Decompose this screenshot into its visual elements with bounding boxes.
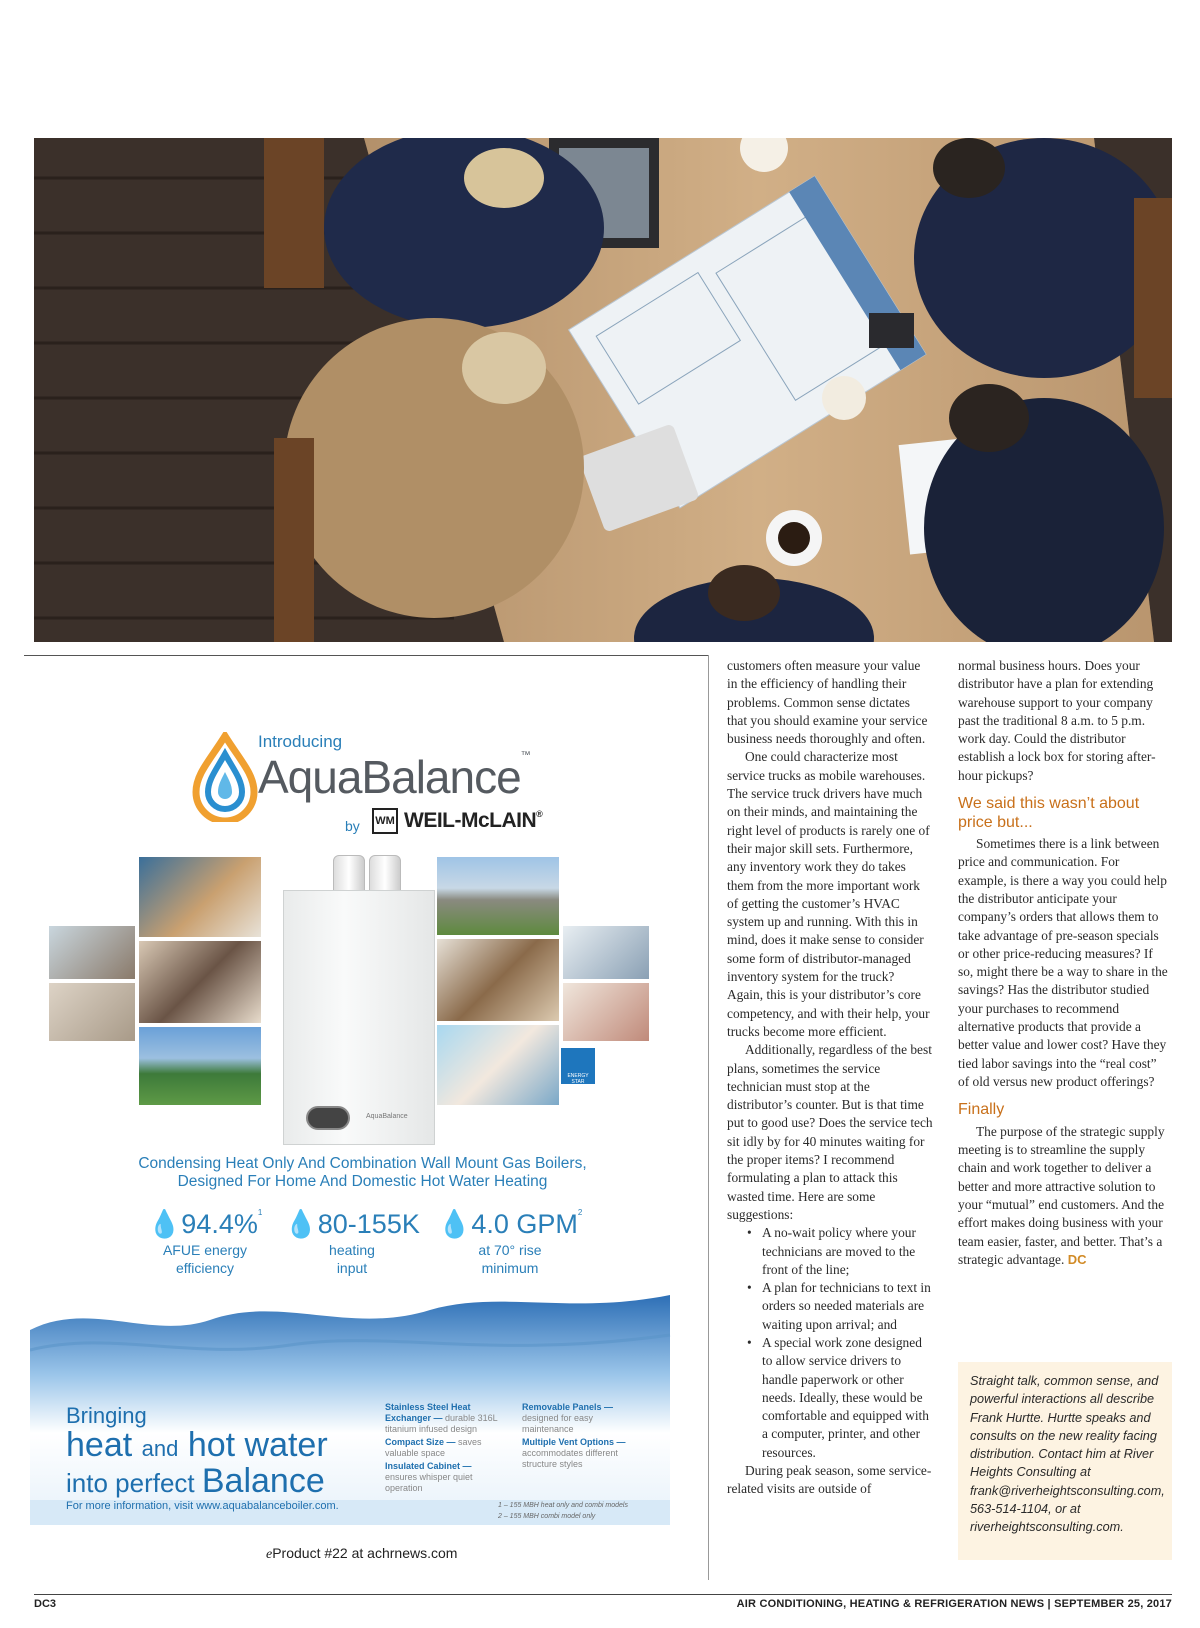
feature-removable-panels — [522, 1402, 642, 1435]
ad-more-info: For more information, visit www.aquabalanceboiler.com. — [66, 1500, 339, 1512]
ad-headline-line-1: Bringing — [66, 1403, 147, 1428]
boiler-control-knob — [306, 1106, 350, 1130]
feature-description: durable 316L titanium infused design — [385, 1413, 498, 1434]
ad-border-top — [24, 655, 709, 656]
article-paragraph: Additionally, regardless of the best plans, sometimes the service technician must stop at the distributor’s counter. But is that time put to good use? Does the service tech sit idly by for 40 minutes waiting for the proper items? I recommend formulating a plan to attack this wasted time. Here are some suggestions: — [727, 1042, 933, 1222]
section-heading-finally: Finally — [958, 1101, 1005, 1119]
stat-heating-input-caption-2: input — [336, 1260, 368, 1276]
stat-heating-input — [262, 1208, 442, 1276]
ad-introducing-text: Introducing — [258, 732, 343, 751]
ad-headline-balance: Balance — [201, 1462, 325, 1500]
footer-rule — [34, 1594, 1172, 1595]
article-paragraph: customers often measure your value in the efficiency of handling their problems. Common sense dictates that you should examine your service business needs thoroughly and often. — [727, 658, 928, 747]
stat-flow-rate-caption-2: minimum — [481, 1260, 539, 1276]
author-bio-box — [958, 1362, 1172, 1560]
article-column-1 — [727, 657, 933, 1499]
eproduct-text: Product #22 at achrnews.com — [272, 1545, 458, 1561]
stat-drop-icon: 💧 — [437, 1209, 472, 1239]
stat-drop-icon: 💧 — [147, 1209, 182, 1239]
feature-title: Removable Panels — — [522, 1402, 614, 1412]
article-paragraph: One could characterize most service trucks as mobile warehouses. The service truck drivers have much on their minds, and maintaining the right level of products is rarely one of their major skill sets. Furthermore, any inventory work they do takes them from the more important work of getting the customer’s HVAC system up and running. With this in mind, does it make sense to consider some form of distributor-managed inventory system for the truck? Again, this is your distributor’s core competency, and with their help, your trucks become more efficient. — [727, 749, 930, 1039]
hero-photo-illustration — [34, 138, 1172, 642]
feature-compact-size — [385, 1437, 515, 1459]
ad-headline — [66, 1404, 328, 1498]
boiler-badge: AquaBalance — [366, 1113, 408, 1120]
feature-title: Compact Size — — [385, 1437, 456, 1447]
stat-heating-input-number: 80-155K — [317, 1209, 420, 1239]
suggestion-list — [727, 1224, 933, 1462]
ad-manufacturer-text: WEIL-McLAIN — [404, 809, 537, 832]
author-bio-text: Straight talk, common sense, and powerful interactions all describe Frank Hurtte. Hurtte speaks and consults on the new reality facing distribution. Contact him at River Heights Consulting at frank@riverheightsconsulting.com, 563-514-1104, or at riverheightsconsulting.com. — [970, 1374, 1165, 1535]
collage-photo-moving-in — [436, 938, 560, 1022]
collage-photo-living-room — [48, 982, 136, 1042]
ad-headline-hot-water: hot water — [187, 1426, 328, 1464]
boiler-product-image — [283, 890, 435, 1145]
ad-tagline — [80, 1155, 645, 1191]
stat-heating-input-value — [262, 1208, 442, 1240]
list-item: • A no-wait policy where your technicians are moved to the front of the line; — [727, 1224, 933, 1279]
collage-photo-kids-reading — [562, 982, 650, 1042]
ad-headline-line-3 — [66, 1462, 328, 1500]
aquabalance-advertisement — [30, 660, 700, 1560]
ad-manufacturer-registered: ® — [536, 809, 543, 819]
list-item: • A plan for technicians to text in orders so needed materials are waiting upon arrival; and — [727, 1279, 933, 1334]
section-heading-price: We said this wasn’t about price but... — [958, 795, 1140, 831]
ad-footnotes — [498, 1500, 628, 1522]
feature-description: accommodates different structure styles — [522, 1448, 618, 1469]
eproduct-e: e — [266, 1547, 273, 1562]
feature-description: designed for easy maintenance — [522, 1413, 594, 1434]
stat-flow-rate-value — [430, 1208, 590, 1240]
ad-manufacturer-name — [404, 809, 542, 833]
ad-footnote-1: 1 – 155 MBH heat only and combi models — [498, 1502, 628, 1509]
stat-efficiency-number: 94.4% — [181, 1209, 258, 1239]
ad-brand-name-text: AquaBalance — [258, 751, 521, 803]
feature-title: Stainless Steel Heat Exchanger — — [385, 1402, 471, 1423]
feature-insulated-cabinet — [385, 1461, 505, 1494]
feature-description: ensures whisper quiet operation — [385, 1472, 473, 1493]
collage-photo-shower — [562, 925, 650, 980]
ad-footnote-2: 2 – 155 MBH combi model only — [498, 1513, 596, 1520]
stat-flow-rate-number: 4.0 GPM — [471, 1209, 578, 1239]
feature-vent-options — [522, 1437, 642, 1470]
collage-photo-hallway — [138, 856, 262, 938]
aquabalance-drop-logo-icon — [190, 732, 260, 822]
collage-photo-family-kitchen — [48, 925, 136, 980]
collage-photo-baby-bath — [436, 1024, 560, 1106]
stat-flow-rate-caption-1: at 70° rise — [478, 1242, 542, 1258]
boiler-vent-pipe — [333, 855, 365, 893]
page-folio: DC3 — [34, 1598, 57, 1610]
ad-by-text: by — [345, 818, 360, 834]
article-column-2 — [958, 657, 1168, 1269]
stat-efficiency-footnote: 1 — [257, 1208, 263, 1217]
ad-headline-heat: heat — [66, 1426, 133, 1464]
running-footer: AIR CONDITIONING, HEATING & REFRIGERATION NEWS | SEPTEMBER 25, 2017 — [736, 1598, 1172, 1610]
article-paragraph — [958, 1123, 1168, 1269]
ad-headline-line-2 — [66, 1428, 328, 1466]
energy-star-logo-icon: ENERGY STAR — [561, 1048, 595, 1084]
article-closing-text: The purpose of the strategic supply meeting is to streamline the supply chain and work together to deliver a better and more attractive solution to your “mutual” end customers. And the effort makes doing business with your team easier, faster, and better. That’s a strategic advantage. — [958, 1123, 1165, 1267]
eproduct-reference[interactable] — [266, 1545, 457, 1563]
article-paragraph: Sometimes there is a link between price and communication. For example, is there a way you could help the distributor anticipate your company’s orders that allows them to take advantage of pre-season specials or other price-reducing measures? If so, might there be a way to share in the savings? Has the distributor studied your purchases to recommend alternative products that provide a better value and lower cost? Have they tied labor savings into the “real cost” of old versus new product offerings? — [958, 836, 1168, 1089]
ad-brand-trademark: ™ — [520, 750, 530, 761]
list-item: • A special work zone designed to allow service drivers to handle paperwork or other needs. Ideally, these would be comfortable and equipped with a computer, printer, and other resources. — [727, 1334, 933, 1462]
weil-mclain-logo-icon: WM — [372, 808, 398, 834]
feature-description: saves valuable space — [385, 1437, 482, 1458]
stat-flow-rate-footnote: 2 — [577, 1208, 583, 1217]
collage-photo-family — [138, 940, 262, 1024]
hero-photo-meeting — [34, 138, 1172, 642]
collage-photo-house — [138, 1026, 262, 1106]
end-mark-icon: DC — [1067, 1251, 1087, 1267]
stat-efficiency — [125, 1208, 285, 1276]
ad-tagline-line-2: Designed For Home And Domestic Hot Water Heating — [177, 1173, 548, 1190]
ad-border-right — [708, 655, 709, 1580]
feature-heat-exchanger — [385, 1402, 515, 1435]
stat-flow-rate — [430, 1208, 590, 1276]
stat-heating-input-caption-1: heating — [329, 1242, 375, 1258]
feature-title: Multiple Vent Options — — [522, 1437, 626, 1447]
collage-photo-home-exterior — [436, 856, 560, 936]
article-paragraph: normal business hours. Does your distributor have a plan for extending warehouse support to your company past the traditional 8 a.m. to 5 p.m. work day. Could the distributor establish a lock box for storing after-hour pickups? — [958, 658, 1156, 783]
article-paragraph: During peak season, some service-related visits are outside of — [727, 1463, 932, 1497]
feature-title: Insulated Cabinet — — [385, 1461, 472, 1471]
stat-efficiency-caption-2: efficiency — [175, 1260, 235, 1276]
ad-headline-into-perfect: into perfect — [66, 1468, 195, 1498]
stat-drop-icon: 💧 — [284, 1209, 318, 1239]
stat-efficiency-value — [125, 1208, 285, 1240]
stat-efficiency-caption-1: AFUE energy — [162, 1242, 248, 1258]
ad-tagline-line-1: Condensing Heat Only And Combination Wall Mount Gas Boilers, — [138, 1155, 587, 1172]
ad-brand-name — [258, 750, 530, 804]
boiler-vent-pipe — [369, 855, 401, 893]
ad-headline-and: and — [141, 1436, 179, 1461]
